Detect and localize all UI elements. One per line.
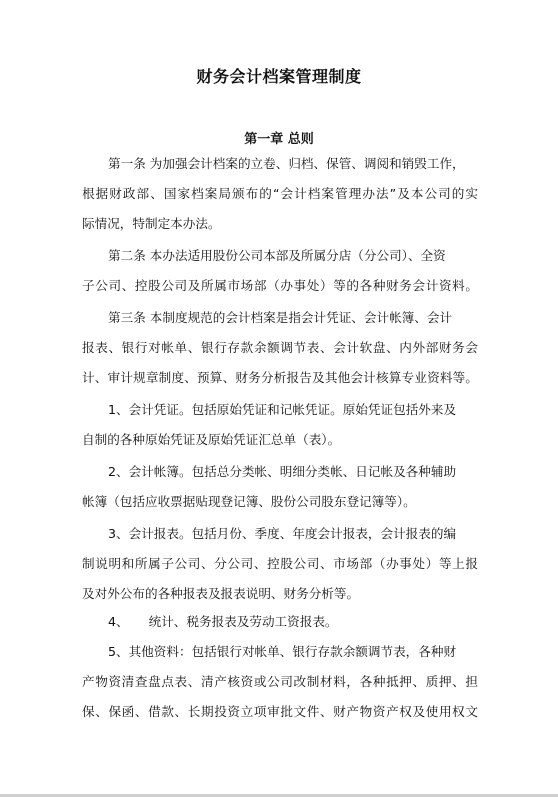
paragraph-line: 帐簿（包括应收票据贴现登记簿、股份公司股东登记簿等）。 — [82, 494, 416, 509]
paragraph-line: 保、保函、借款、长期投资立项审批文件、财产物资产权及使用权文 — [82, 704, 478, 719]
paragraph-line: 根据财政部、国家档案局颁布的“会计档案管理办法”及本公司的实 — [82, 186, 478, 201]
paragraph-line: 5、其他资料：包括银行对帐单、银行存款余额调节表，各种财 — [108, 644, 457, 659]
paragraph-line: 1、会计凭证。包括原始凭证和记帐凭证。原始凭证包括外来及 — [108, 402, 457, 417]
paragraph-line: 第一条 为加强会计档案的立卷、归档、保管、调阅和销毁工作， — [108, 156, 465, 171]
paragraph-line: 第三条 本制度规范的会计档案是指会计凭证、会计帐簿、会计 — [108, 310, 453, 325]
chapter-heading: 第一章 总则 — [244, 132, 314, 147]
paragraph-line: 制说明和所属子公司、分公司、控股公司、市场部（办事处）等上报 — [82, 556, 478, 571]
paragraph-line: 计、审计规章制度、预算、财务分析报告及其他会计核算专业资料等。 — [82, 370, 478, 385]
paragraph-line: 第二条 本办法适用股份公司本部及所属分店（分公司）、全资 — [108, 248, 446, 263]
paragraph-line: 3、会计报表。包括月份、季度、年度会计报表，会计报表的编 — [108, 526, 457, 541]
paragraph-line: 自制的各种原始凭证及原始凭证汇总单（表）。 — [82, 432, 341, 447]
paragraph-line: 产物资清查盘点表、清产核资或公司改制材料，各种抵押、质押、担 — [82, 674, 478, 689]
paragraph-line: 2、会计帐簿。包括总分类帐、明细分类帐、日记帐及各种辅助 — [108, 464, 457, 479]
paragraph-line: 际情况，特制定本办法。 — [82, 216, 221, 231]
document-title: 财务会计档案管理制度 — [196, 67, 362, 86]
paragraph-line: 及对外公布的各种报表及报表说明、财务分析等。 — [82, 586, 360, 601]
paragraph-line: 报表、银行对帐单、银行存款余额调节表、会计软盘、内外部财务会 — [82, 340, 478, 355]
paragraph-line: 子公司、控股公司及所属市场部（办事处）等的各种财务会计资料。 — [82, 278, 478, 293]
paragraph-line: 4、 统计、税务报表及劳动工资报表。 — [108, 614, 338, 629]
